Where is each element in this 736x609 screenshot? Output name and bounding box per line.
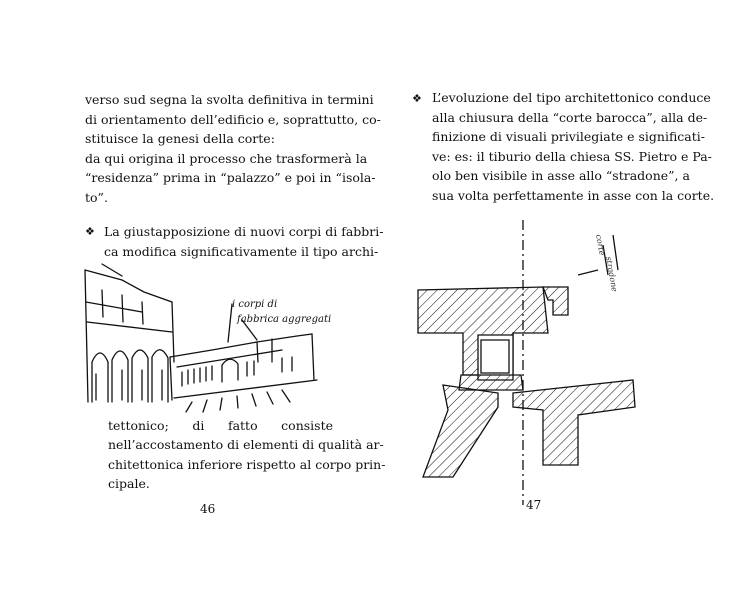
text-line: alla chiusura della “corte barocca”, alla de- <box>432 109 708 125</box>
text-line: L’evoluzione del tipo architettonico conduce <box>432 90 711 105</box>
sketch-annotation-2: fabbrica aggregati <box>237 314 332 325</box>
left-paragraph-1 <box>85 90 381 207</box>
text-word: consiste <box>281 418 333 433</box>
text-line: stituisce la genesi della corte: <box>85 131 275 146</box>
text-line: to”. <box>85 189 108 205</box>
text-line: ca modifica significativamente il tipo archi- <box>104 243 379 259</box>
right-bullet-paragraph <box>432 88 715 205</box>
text-line: olo ben visibile in asse allo “stradone”, a <box>432 168 690 183</box>
page-number-right: 47 <box>526 498 542 512</box>
sketch-annotation-1: i corpi di <box>232 299 278 310</box>
text-line: sua volta perfettamente in asse con la corte. <box>432 187 715 203</box>
text-line: nell’accostamento di elementi di qualità ar- <box>108 437 384 452</box>
text-line: da qui origina il processo che trasformerà la <box>85 150 368 166</box>
text-word: tettonico; <box>108 418 169 433</box>
text-line: di orientamento dell’edificio e, soprattutto, co- <box>85 111 381 127</box>
bullet-icon: ❖ <box>85 225 95 238</box>
left-continuation <box>108 435 386 494</box>
text-line: verso sud segna la svolta definitiva in termini <box>85 92 374 107</box>
left-continuation-first-line <box>108 416 333 436</box>
page-number-left: 46 <box>200 502 216 516</box>
plan-sketch <box>403 215 643 505</box>
text-line: La giustapposizione di nuovi corpi di fabbri- <box>104 224 384 239</box>
text-word: di <box>192 418 205 433</box>
plan-annotation-2: stradone <box>604 255 620 293</box>
text-line: chitettonica inferiore rispetto al corpo prin- <box>108 456 386 472</box>
text-line: cipale. <box>108 476 150 491</box>
plan-annotation-1: corte <box>594 233 607 257</box>
text-line: “residenza” prima in “palazzo” e poi in “isola- <box>85 170 376 185</box>
bullet-icon: ❖ <box>412 92 422 105</box>
left-bullet-paragraph <box>104 222 384 261</box>
facade-sketch <box>82 262 342 422</box>
text-line: ve: es: il tiburio della chiesa SS. Pietro e Pa- <box>432 148 712 164</box>
text-line: finizione di visuali privilegiate e significati- <box>432 129 705 144</box>
text-word: fatto <box>227 418 258 433</box>
right-page <box>368 0 736 609</box>
